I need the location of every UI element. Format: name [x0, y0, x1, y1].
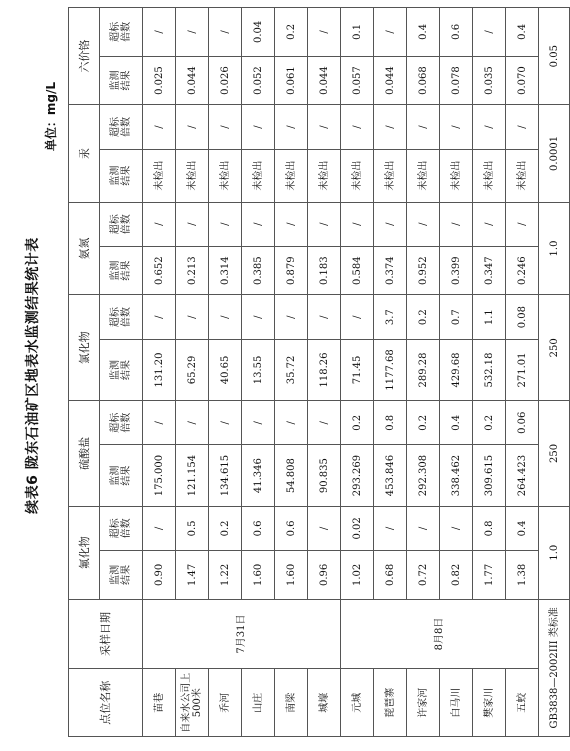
measured-value: 0.213: [176, 246, 209, 295]
exceed-ratio: /: [242, 202, 275, 246]
exceed-ratio: 0.2: [341, 401, 374, 445]
header-sub-label: 监测结果: [110, 564, 132, 585]
measured-value: 292.308: [407, 445, 440, 506]
measured-value: 0.068: [407, 56, 440, 105]
measured-value: 1.22: [209, 551, 242, 600]
measured-value: 0.057: [341, 56, 374, 105]
exceed-ratio: /: [143, 105, 176, 149]
exceed-ratio: /: [407, 105, 440, 149]
exceed-ratio: /: [374, 506, 407, 550]
exceed-ratio: /: [176, 401, 209, 445]
measured-value: 1.60: [275, 551, 308, 600]
header-ratio: [100, 401, 143, 445]
measured-value: 未检出: [275, 149, 308, 202]
header-measured: [100, 445, 143, 506]
exceed-ratio: /: [341, 105, 374, 149]
measured-value: 未检出: [176, 149, 209, 202]
header-ratio: [100, 202, 143, 246]
header-measured: [100, 339, 143, 400]
measured-value: 338.462: [440, 445, 473, 506]
measured-value: 0.044: [308, 56, 341, 105]
measured-value: 41.346: [242, 445, 275, 506]
exceed-ratio: /: [308, 202, 341, 246]
measured-value: 0.035: [473, 56, 506, 105]
measured-value: 0.044: [176, 56, 209, 105]
site-name: 琵琶寨: [374, 669, 407, 737]
exceed-ratio: /: [308, 506, 341, 550]
table-title: 续表6 陇东石油矿区地表水监测结果统计表: [25, 237, 41, 514]
exceed-ratio: 0.08: [506, 295, 539, 339]
exceed-ratio: /: [143, 295, 176, 339]
measured-value: 309.615: [473, 445, 506, 506]
sample-date: 8月8日: [341, 599, 539, 669]
exceed-ratio: 0.4: [407, 8, 440, 57]
header-sub-label: 超标倍数: [110, 307, 132, 328]
measured-value: 0.68: [374, 551, 407, 600]
exceed-ratio: /: [506, 105, 539, 149]
exceed-ratio: 0.6: [275, 506, 308, 550]
exceed-ratio: /: [275, 105, 308, 149]
header-measured: [100, 56, 143, 105]
measured-value: 0.078: [440, 56, 473, 105]
exceed-ratio: 0.4: [506, 8, 539, 57]
measured-value: 未检出: [341, 149, 374, 202]
measured-value: 1.02: [341, 551, 374, 600]
table-row: [143, 8, 176, 737]
header-ratio: [100, 506, 143, 550]
measured-value: 40.65: [209, 339, 242, 400]
exceed-ratio: /: [308, 295, 341, 339]
standard-label: GB3838—2002III 类标准: [539, 599, 570, 736]
measured-value: 0.183: [308, 246, 341, 295]
header-row-params: [69, 8, 100, 737]
header-ratio: [100, 105, 143, 149]
header-sub-label: 监测结果: [110, 359, 132, 380]
exceed-ratio: 0.2: [473, 401, 506, 445]
measured-value: 429.68: [440, 339, 473, 400]
measured-value: 175.000: [143, 445, 176, 506]
measured-value: 0.96: [308, 551, 341, 600]
table-body: [143, 8, 570, 737]
measured-value: 65.29: [176, 339, 209, 400]
header-param: 汞: [69, 105, 100, 202]
exceed-ratio: /: [209, 295, 242, 339]
measured-value: 0.314: [209, 246, 242, 295]
exceed-ratio: /: [176, 8, 209, 57]
exceed-ratio: 1.1: [473, 295, 506, 339]
header-sub-label: 超标倍数: [110, 412, 132, 433]
measured-value: 293.269: [341, 445, 374, 506]
measured-value: 未检出: [143, 149, 176, 202]
exceed-ratio: 0.2: [275, 8, 308, 57]
measured-value: 13.55: [242, 339, 275, 400]
exceed-ratio: /: [407, 506, 440, 550]
measured-value: 0.374: [374, 246, 407, 295]
exceed-ratio: 0.4: [440, 401, 473, 445]
standard-value: 250: [539, 401, 570, 507]
exceed-ratio: 0.2: [407, 401, 440, 445]
exceed-ratio: /: [308, 401, 341, 445]
exceed-ratio: /: [209, 202, 242, 246]
exceed-ratio: 0.2: [209, 506, 242, 550]
standard-value: 1.0: [539, 202, 570, 295]
table-row: [341, 8, 374, 737]
exceed-ratio: 0.02: [341, 506, 374, 550]
exceed-ratio: /: [440, 105, 473, 149]
standard-row: [539, 8, 570, 737]
site-name: 山庄: [242, 669, 275, 737]
exceed-ratio: /: [209, 105, 242, 149]
exceed-ratio: 0.04: [242, 8, 275, 57]
sample-date: 7月31日: [143, 599, 341, 669]
header-sub-label: 监测结果: [110, 70, 132, 91]
header-sub-label: 超标倍数: [110, 214, 132, 235]
monitoring-table: [68, 7, 570, 737]
header-sub-label: 监测结果: [110, 465, 132, 486]
measured-value: 271.01: [506, 339, 539, 400]
standard-value: 0.05: [539, 8, 570, 105]
measured-value: 0.879: [275, 246, 308, 295]
header-measured: [100, 551, 143, 600]
measured-value: 90.835: [308, 445, 341, 506]
measured-value: 0.72: [407, 551, 440, 600]
measured-value: 0.026: [209, 56, 242, 105]
exceed-ratio: /: [275, 202, 308, 246]
exceed-ratio: /: [143, 202, 176, 246]
measured-value: 35.72: [275, 339, 308, 400]
exceed-ratio: /: [143, 506, 176, 550]
measured-value: 0.652: [143, 246, 176, 295]
exceed-ratio: /: [143, 8, 176, 57]
exceed-ratio: /: [242, 401, 275, 445]
header-sub-label: 超标倍数: [110, 21, 132, 42]
unit-label: 单位：mg/L: [44, 82, 58, 152]
exceed-ratio: /: [341, 295, 374, 339]
measured-value: 118.26: [308, 339, 341, 400]
standard-value: 0.0001: [539, 105, 570, 202]
measured-value: 0.070: [506, 56, 539, 105]
header-param: 氟化物: [69, 506, 100, 599]
header-sub-label: 超标倍数: [110, 117, 132, 138]
exceed-ratio: /: [176, 105, 209, 149]
measured-value: 未检出: [440, 149, 473, 202]
site-name: 许家河: [407, 669, 440, 737]
measured-value: 131.20: [143, 339, 176, 400]
measured-value: 71.45: [341, 339, 374, 400]
exceed-ratio: /: [209, 8, 242, 57]
exceed-ratio: 0.8: [374, 401, 407, 445]
header-measured: [100, 149, 143, 202]
exceed-ratio: /: [209, 401, 242, 445]
measured-value: 未检出: [209, 149, 242, 202]
exceed-ratio: /: [374, 202, 407, 246]
exceed-ratio: /: [176, 202, 209, 246]
site-name: 自来水公司上500米: [176, 669, 209, 737]
header-param: 硫酸盐: [69, 401, 100, 507]
measured-value: 0.82: [440, 551, 473, 600]
header-ratio: [100, 295, 143, 339]
site-name: 南梁: [275, 669, 308, 737]
header-sub-label: 监测结果: [110, 165, 132, 186]
exceed-ratio: /: [275, 401, 308, 445]
exceed-ratio: /: [473, 8, 506, 57]
exceed-ratio: /: [440, 506, 473, 550]
measured-value: 0.052: [242, 56, 275, 105]
measured-value: 未检出: [506, 149, 539, 202]
site-name: 元城: [341, 669, 374, 737]
measured-value: 0.90: [143, 551, 176, 600]
header-ratio: [100, 8, 143, 57]
exceed-ratio: /: [308, 105, 341, 149]
measured-value: 0.399: [440, 246, 473, 295]
measured-value: 1.60: [242, 551, 275, 600]
measured-value: 0.584: [341, 246, 374, 295]
exceed-ratio: /: [506, 202, 539, 246]
measured-value: 134.615: [209, 445, 242, 506]
exceed-ratio: 0.2: [407, 295, 440, 339]
exceed-ratio: 0.06: [506, 401, 539, 445]
measured-value: 0.025: [143, 56, 176, 105]
standard-value: 1.0: [539, 506, 570, 599]
measured-value: 1.47: [176, 551, 209, 600]
exceed-ratio: /: [176, 295, 209, 339]
standard-value: 250: [539, 295, 570, 401]
exceed-ratio: 0.4: [506, 506, 539, 550]
measured-value: 未检出: [374, 149, 407, 202]
site-name: 樊家川: [473, 669, 506, 737]
exceed-ratio: 0.6: [440, 8, 473, 57]
measured-value: 1.38: [506, 551, 539, 600]
exceed-ratio: 0.8: [473, 506, 506, 550]
measured-value: 0.246: [506, 246, 539, 295]
exceed-ratio: /: [275, 295, 308, 339]
measured-value: 未检出: [473, 149, 506, 202]
measured-value: 0.061: [275, 56, 308, 105]
header-sub-label: 超标倍数: [110, 518, 132, 539]
exceed-ratio: /: [308, 8, 341, 57]
site-name: 乔河: [209, 669, 242, 737]
header-param: 氨氮: [69, 202, 100, 295]
measured-value: 1177.68: [374, 339, 407, 400]
measured-value: 0.952: [407, 246, 440, 295]
site-name: 城壕: [308, 669, 341, 737]
header-site: 点位名称: [69, 669, 143, 737]
site-name: 白马川: [440, 669, 473, 737]
header-date: 采样日期: [69, 599, 143, 669]
exceed-ratio: /: [407, 202, 440, 246]
exceed-ratio: /: [374, 8, 407, 57]
measured-value: 453.846: [374, 445, 407, 506]
site-name: 五蛟: [506, 669, 539, 737]
exceed-ratio: /: [473, 105, 506, 149]
measured-value: 54.808: [275, 445, 308, 506]
measured-value: 532.18: [473, 339, 506, 400]
exceed-ratio: /: [440, 202, 473, 246]
exceed-ratio: /: [242, 105, 275, 149]
exceed-ratio: 0.6: [242, 506, 275, 550]
header-param: 氯化物: [69, 295, 100, 401]
header-measured: [100, 246, 143, 295]
measured-value: 未检出: [242, 149, 275, 202]
exceed-ratio: /: [341, 202, 374, 246]
measured-value: 289.28: [407, 339, 440, 400]
measured-value: 未检出: [308, 149, 341, 202]
measured-value: 0.044: [374, 56, 407, 105]
measured-value: 264.423: [506, 445, 539, 506]
site-name: 苗巷: [143, 669, 176, 737]
header-param: 六价铬: [69, 8, 100, 105]
exceed-ratio: 0.1: [341, 8, 374, 57]
exceed-ratio: 0.5: [176, 506, 209, 550]
measured-value: 0.347: [473, 246, 506, 295]
header-sub-label: 监测结果: [110, 260, 132, 281]
measured-value: 0.385: [242, 246, 275, 295]
exceed-ratio: /: [242, 295, 275, 339]
measured-value: 1.77: [473, 551, 506, 600]
exceed-ratio: 0.7: [440, 295, 473, 339]
measured-value: 未检出: [407, 149, 440, 202]
exceed-ratio: /: [143, 401, 176, 445]
exceed-ratio: /: [374, 105, 407, 149]
measured-value: 121.154: [176, 445, 209, 506]
exceed-ratio: /: [473, 202, 506, 246]
exceed-ratio: 3.7: [374, 295, 407, 339]
